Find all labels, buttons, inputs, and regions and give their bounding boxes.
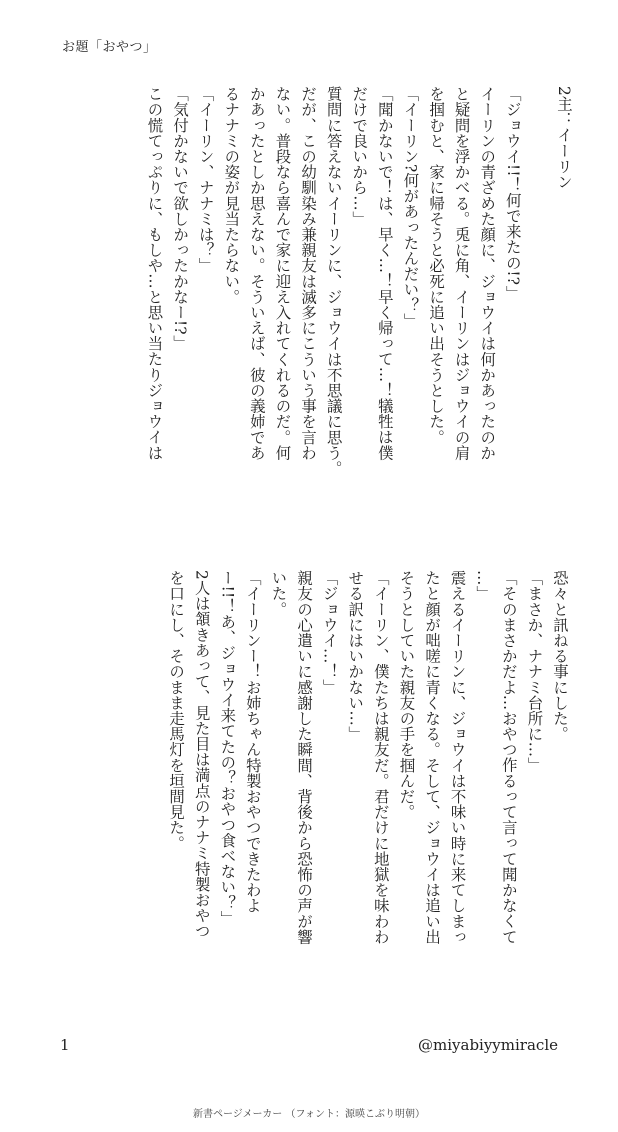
page-title: お題「おやつ」 <box>62 40 157 55</box>
text-block-lower: 恐々と訊ねる事にした。 「まさか、ナナミ台所に…」 「そのまさかだよ…おやつ作るって言って聞かなくて …」 震えるイーリンに、ジョウイは不味い時に来てしまっ たと顔が咄嗟に青くなる。そして、ジョウイは追い出 そうとしていた親友の手を掴んだ。 「イーリン、僕たちは親友だ。君だけに地獄を味わわ せる訳にはいかない…」 「ジョウイ…！」 親友の心遣いに感謝した瞬間、背後から恐怖の声が響 いた。 「イーリンー！お姉ちゃん特製おやつできたわよ ー!!！あ、ジョウイ来てたの？おやつ食べない？」 2人は頷きあって、見た目は満点のナナミ特製おやつ を口にし、そのまま走馬灯を垣間見た。 <box>167 570 569 945</box>
page-number: 1 <box>60 1036 70 1054</box>
text-block-upper: 2主：イーリン 「ジョウイ!!！何で来たの!?」 イーリンの青ざめた顔に、ジョウイは何かあったのか と疑問を浮かべる。兎に角、イーリンはジョウイの肩 を掴むと、家に帰そうと必死に追い出そうとした。 「イーリン?何があったんだい？」 「聞かないで！は、早く…！早く帰って…！犠牲は僕 だけで良いから…」 質問に答えないイーリンに、ジョウイは不思議に思う。 だが、この幼馴染み兼親友は滅多にこういう事を言わ ない。普段なら喜んで家に迎え入れてくれるのだ。何 かあったとしか思えない。そういえば、彼の義姉であ るナナミの姿が見当たらない。 「イーリン、ナナミは？」 「気付かないで欲しかったかなー!?」 この慌てっぷりに、もしや…と思い当たりジョウイは <box>145 86 573 476</box>
author-handle: @miyabiyymiracle <box>418 1036 558 1054</box>
generator-credit: 新書ページメーカー （フォント：源暎こぶり明朝） <box>193 1109 425 1120</box>
